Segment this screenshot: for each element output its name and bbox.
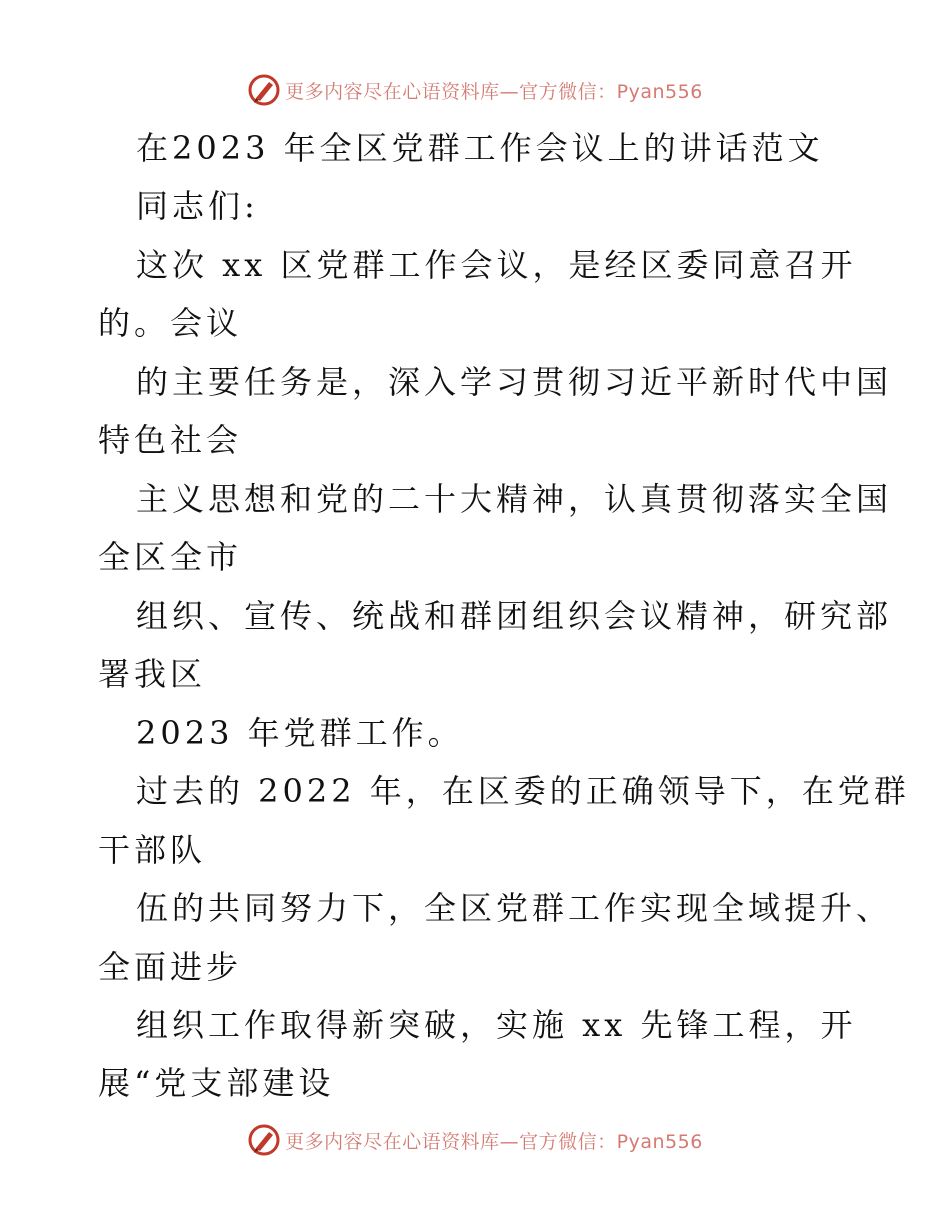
paragraph-line: 的。会议: [98, 304, 243, 342]
document-title: 在2023 年全区党群工作会议上的讲话范文: [136, 129, 824, 167]
paragraph-line: 干部队: [98, 831, 207, 869]
header-banner: [0, 70, 950, 110]
paragraph-line: 过去的 2022 年，在区委的正确领导下，在党群: [136, 772, 910, 810]
salutation: 同志们:: [136, 187, 259, 225]
paragraph-line: 全区全市: [98, 538, 243, 576]
header-banner-text: 更多内容尽在心语资料库—官方微信：Pyan556: [285, 80, 703, 103]
paragraph-line: 特色社会: [98, 421, 243, 459]
paragraph-line: 这次 xx 区党群工作会议，是经区委同意召开: [136, 246, 857, 284]
paragraph-line: 的主要任务是，深入学习贯彻习近平新时代中国: [136, 363, 893, 401]
paragraph-line: 组织工作取得新突破，实施 xx 先锋工程，开: [136, 1006, 857, 1044]
footer-banner: [0, 1120, 950, 1160]
paragraph-line: 全面进步: [98, 948, 243, 986]
pen-logo-icon: [247, 1123, 281, 1157]
paragraph-line: 主义思想和党的二十大精神，认真贯彻落实全国: [136, 480, 893, 518]
paragraph-line: 展“党支部建设: [98, 1064, 335, 1102]
paragraph-line: 2023 年党群工作。: [136, 714, 464, 752]
paragraph-line: 署我区: [98, 655, 207, 693]
paragraph-line: 组织、宣传、统战和群团组织会议精神，研究部: [136, 597, 893, 635]
pen-logo-icon: [247, 73, 281, 107]
paragraph-line: 伍的共同努力下，全区党群工作实现全域提升、: [136, 889, 893, 927]
footer-banner-text: 更多内容尽在心语资料库—官方微信：Pyan556: [285, 1130, 703, 1153]
